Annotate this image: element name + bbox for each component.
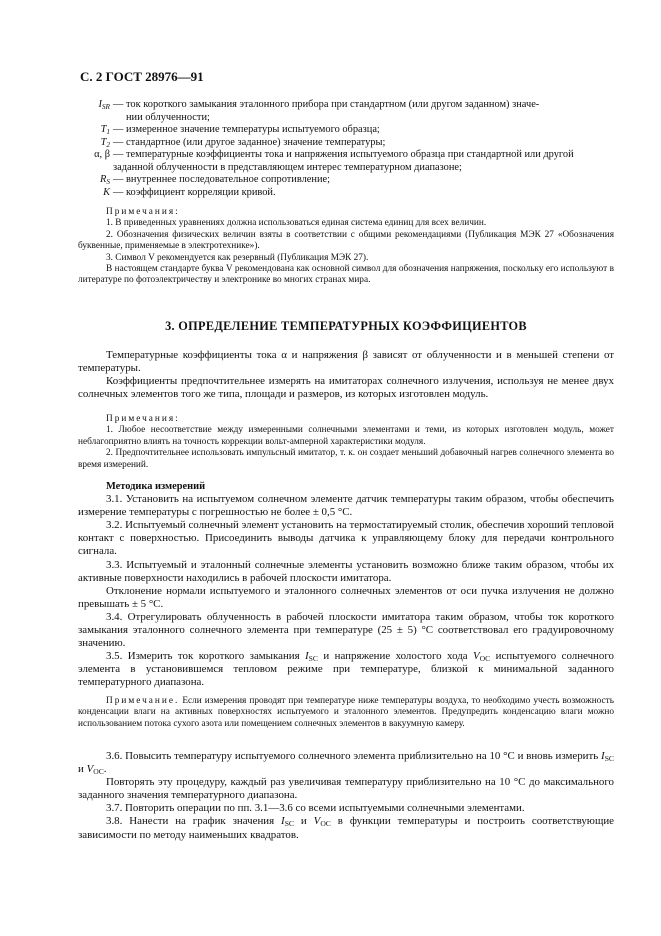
note-item: 1. Любое несоответствие между измеренными солнечными элементами и теми, из которых изготовлен модуль, может неблагоприятно влиять на точность коррекции вольт-амперной характеристики модуля.: [78, 425, 614, 447]
paragraph: Температурные коэффициенты тока α и напряжения β зависят от облученности и в меньшей степени от температуры.: [78, 349, 614, 375]
definition-item: $R_S$ — внутреннее последовательное сопротивление;: [100, 174, 331, 186]
note-item: В настоящем стандарте буква V рекомендована как основной символ для обозначения напряжения, поскольку его используют в литературе по фотоэлектричеству и электронике во многих странах мира.: [78, 264, 614, 286]
note-item: 2. Предпочтительнее использовать импульсный имитатор, т. к. он создает меньший добавочный нагрев солнечного элемента во время измерений.: [78, 448, 614, 470]
notes-block-1: [78, 207, 614, 287]
definition-item: α, β — температурные коэффициенты тока и напряжения испытуемого образца при стандартной или другой заданной облученности в представляющем интерес температурном диапазоне;: [94, 149, 574, 173]
note-item: 3. Символ V рекомендуется как резервный (Публикация МЭК 27).: [106, 252, 369, 263]
step-3-8: 3.8. Нанести на график значения $I_{SC}$ и $V_{OC}$ в функции температуры и построить соответствующие зависимости по методу наименьших квадратов.: [78, 815, 614, 841]
method-section: [78, 480, 614, 690]
repeat-instruction: Повторять эту процедуру, каждый раз увеличивая температуру приблизительно на 10 °С до максимального заданного значения температурного диапазона.: [78, 776, 614, 802]
notes-title: Примечания:: [106, 414, 180, 424]
step-3-5: 3.5. Измерить ток короткого замыкания $I_{SC}$ и напряжение холостого хода $V_{OC}$ испытуемого солнечного элемента в установившемся тепловом режиме при температуре, близкой к минимальной заданного температурного диапазона.: [78, 650, 614, 689]
step-3-3: 3.3. Испытуемый и эталонный солнечные элементы установить возможно ближе таким образом, чтобы их активные поверхности находились в рабочей плоскости имитатора.: [78, 558, 614, 584]
step-3-7: 3.7. Повторить операции по пп. 3.1—3.6 со всеми испытуемыми солнечными элементами.: [106, 802, 525, 815]
step-3-2: 3.2. Испытуемый солнечный элемент установить на термостатируемый столик, обеспечив хороший тепловой контакт с поверхностью. Присоединить выводы датчика к управляющему блоку для передачи контрольного сигнала.: [78, 519, 614, 558]
step-3-6: 3.6. Повысить температуру испытуемого солнечного элемента приблизительно на 10 °С и вновь измерить $I_{SC}$ и $V_{OC}$.: [78, 750, 614, 777]
note-block-3: Примечание. Если измерения проводят при температуре ниже температуры воздуха, то необходимо учесть возможность конденсации влаги на активных поверхностях испытуемого и эталонного элементов. Предупредить конденсацию влаги можно использованием потока сухого азота или помещением солнечных элементов в вакуумную камеру.: [78, 696, 614, 729]
paragraph: Коэффициенты предпочтительнее измерять на имитаторах солнечного излучения, используя не менее двух солнечных элементов того же типа, площади и размеров, из которых изготовлен модуль.: [78, 375, 614, 401]
notes-block-2: [78, 414, 614, 471]
definition-continuation: нии облученности;: [126, 111, 210, 123]
page-header: С. 2 ГОСТ 28976—91: [80, 69, 204, 84]
final-steps: [78, 750, 614, 842]
notes-title: Примечания:: [106, 207, 180, 217]
section-intro: [78, 349, 614, 401]
definition-item: K — коэффициент корреляции кривой.: [103, 186, 276, 198]
definition-item: $T_2$ — стандартное (или другое заданное) значение температуры;: [100, 136, 386, 149]
method-title: Методика измерений: [106, 481, 206, 492]
step-3-4: 3.4. Отрегулировать облученность в рабочей плоскости имитатора таким образом, чтобы ток короткого замыкания эталонного солнечного элемента при температуре (25 ± 5) °С соответствовал его градуировочному значению.: [78, 610, 614, 650]
symbol-definitions: [78, 99, 614, 199]
definition-item: $I_{SR}$ — ток короткого замыкания эталонного прибора при стандартном (или другом заданном) значе-: [98, 99, 540, 111]
note-label: Примечание.: [106, 696, 180, 706]
note-item: 2. Обозначения физических величин взяты в соответствии с общими рекомендациями (Публикация МЭК 27 «Обозначения буквенные, применяемые в электротехнике»).: [78, 229, 614, 252]
definition-item: $T_1$ — измеренное значение температуры испытуемого образца;: [100, 124, 380, 136]
step-3-1: 3.1. Установить на испытуемом солнечном элементе датчик температуры таким образом, чтобы обеспечить измерение температуры с погрешностью не более ± 0,5 °С.: [78, 493, 614, 519]
step-3-3-deviation: Отклонение нормали испытуемого и эталонного солнечных элементов от оси пучка излучения не должно превышать ± 5 °С.: [78, 584, 614, 610]
note-item: 1. В приведенных уравнениях должна использоваться единая система единиц для всех величин.: [106, 218, 487, 229]
section-title: 3. ОПРЕДЕЛЕНИЕ ТЕМПЕРАТУРНЫХ КОЭФФИЦИЕНТОВ: [165, 319, 527, 333]
